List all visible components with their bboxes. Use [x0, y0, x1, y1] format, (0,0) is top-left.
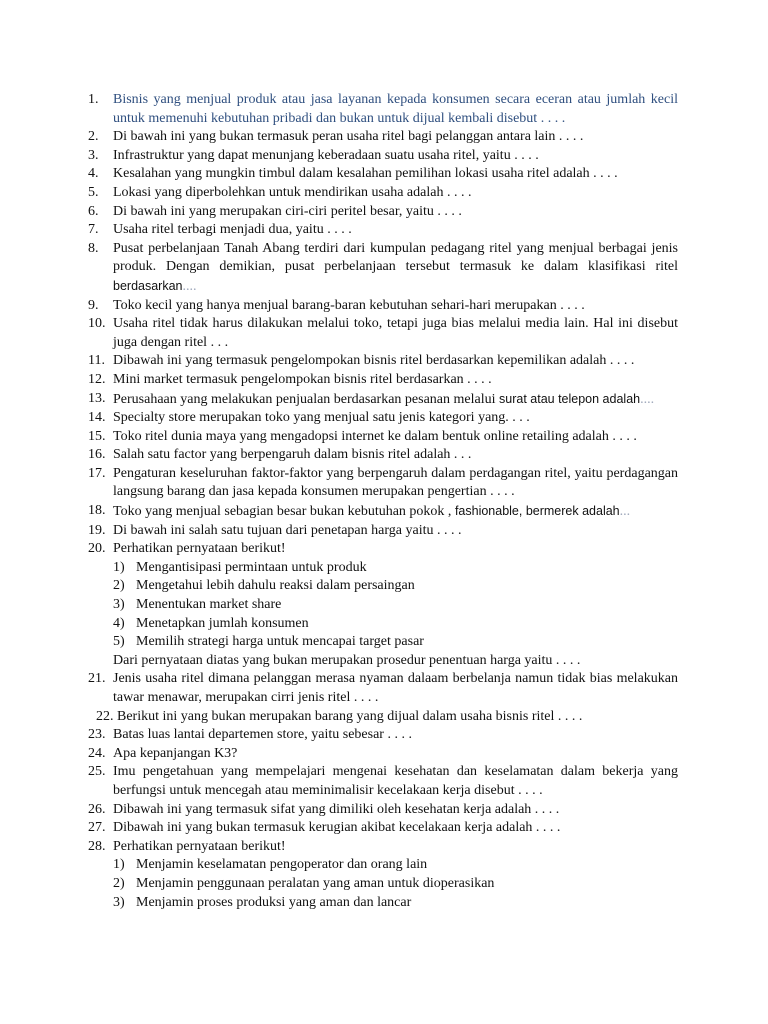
question-number: 13. [88, 390, 106, 406]
question-item [0, 203, 768, 222]
question-text: Pusat perbelanjaan Tanah Abang terdiri dari kumpulan pedagang ritel yang menjual berbagai jenis produk. Dengan demikian, pusat perbelanjaan tersebut termasuk ke dalam klasifikasi ritel [113, 240, 678, 275]
question-item [0, 128, 768, 147]
question-dots: ... [619, 504, 631, 520]
question-item [0, 838, 768, 857]
statement-item [0, 577, 768, 596]
question-number: 1. [88, 92, 99, 107]
question-text: Toko kecil yang hanya menjual barang-baran kebutuhan sehari-hari merupakan . . . . [113, 297, 585, 313]
question-text: Kesalahan yang mungkin timbul dalam kesalahan pemilihan lokasi usaha ritel adalah . . . . [113, 166, 618, 182]
question-text: Specialty store merupakan toko yang menjual satu jenis kategori yang. . . . [113, 410, 530, 426]
question-number: 21. [88, 671, 106, 687]
question-text: Di bawah ini yang bukan termasuk peran usaha ritel bagi pelanggan antara lain . . . . [113, 129, 584, 145]
statement-text: Menetapkan jumlah konsumen [136, 615, 309, 631]
statement-item [0, 559, 768, 578]
question-number: 23. [88, 727, 106, 743]
question-text: Infrastruktur yang dapat menunjang keberadaan suatu usaha ritel, yaitu . . . . [113, 147, 539, 163]
question-text-sans: surat atau telepon adalah [499, 391, 641, 406]
statement-text: Mengantisipasi permintaan untuk produk [136, 559, 367, 575]
statement-text: Menjamin keselamatan pengoperator dan orang lain [136, 857, 428, 873]
question-item [0, 315, 768, 352]
question-item [0, 446, 768, 465]
question-number: 9. [88, 297, 99, 313]
question-number: 15. [88, 428, 106, 444]
question-text: Di bawah ini yang merupakan ciri-ciri peritel besar, yaitu . . . . [113, 203, 462, 219]
question-item [0, 147, 768, 166]
statement-number: 3) [113, 597, 125, 613]
question-number: 28. [88, 838, 106, 854]
question-text: Pengaturan keseluruhan faktor-faktor yang berpengaruh dalam perdagangan ritel, yaitu perdagangan langsung barang dan jasa kepada konsumen merupakan pengertian . . . . [113, 465, 678, 500]
question-number: 6. [88, 203, 99, 219]
question-text: Imu pengetahuan yang mempelajari mengenai kesehatan dan keselamatan dalam bekerja yang berfungsi untuk mencegah atau meminimalisir kecelakaan kerja disebut . . . . [113, 764, 678, 798]
statement-number: 3) [113, 894, 125, 910]
question-number: 3. [88, 147, 99, 163]
question-item [0, 428, 768, 447]
question-number: 20. [88, 541, 106, 557]
question-item [0, 465, 768, 502]
question-text: Bisnis yang menjual produk atau jasa layanan kepada konsumen secara eceran atau jumlah kecil untuk memenuhi kebutuhan pribadi dan bukan untuk dijual kembali disebut . . . . [113, 92, 678, 126]
question-text: Mini market termasuk pengelompokan bisnis ritel berdasarkan . . . . [113, 371, 492, 387]
question-item [0, 390, 768, 410]
question-number: 7. [88, 222, 99, 238]
statement-text: Mengetahui lebih dahulu reaksi dalam persaingan [136, 578, 415, 594]
question-text: Dibawah ini yang bukan termasuk kerugian akibat kecelakaan kerja adalah . . . . [113, 820, 561, 836]
question-text: Dibawah ini yang termasuk sifat yang dimiliki oleh kesehatan kerja adalah . . . . [113, 801, 560, 817]
statement-number: 2) [113, 875, 125, 891]
question-text-sans: fashionable, bermerek adalah [454, 504, 620, 519]
statement-item [0, 856, 768, 875]
statement-number: 1) [113, 857, 125, 873]
question-text: Usaha ritel terbagi menjadi dua, yaitu . . . . [113, 222, 352, 238]
question-text: Salah satu factor yang berpengaruh dalam bisnis ritel adalah . . . [113, 447, 472, 463]
question-item [0, 745, 768, 764]
question-text: Jenis usaha ritel dimana pelanggan merasa nyaman dalaam berbelanja namun tidak bias melakukan tawar menawar, merupakan cirri jenis ritel . . . . [113, 671, 678, 705]
question-item [0, 352, 768, 371]
question-text: Berikut ini yang bukan merupakan barang yang dijual dalam usaha bisnis ritel . . . . [117, 708, 583, 724]
question-number: 10. [88, 316, 106, 332]
question-number: 8. [88, 240, 99, 256]
question-number: 22. [96, 708, 114, 724]
question-number: 5. [88, 184, 99, 200]
question-item [0, 763, 768, 800]
question-text: Toko yang menjual sebagian besar bukan kebutuhan pokok , [113, 504, 452, 520]
statement-text: Memilih strategi harga untuk mencapai target pasar [136, 634, 424, 650]
question-item [0, 502, 768, 522]
question-item [0, 726, 768, 745]
question-item [0, 540, 768, 559]
statement-text: Menjamin proses produksi yang aman dan lancar [136, 894, 412, 910]
question-followup: Dari pernyataan diatas yang bukan merupakan prosedur penentuan harga yaitu . . . . [113, 652, 581, 668]
question-text-sans: berdasarkan [113, 278, 183, 293]
question-text: Apa kepanjangan K3? [113, 745, 238, 761]
question-number: 26. [88, 801, 106, 817]
question-list [0, 91, 768, 912]
question-number: 16. [88, 447, 106, 463]
statement-item [0, 875, 768, 894]
question-item [0, 165, 768, 184]
question-item [0, 184, 768, 203]
question-text: Lokasi yang diperbolehkan untuk mendirikan usaha adalah . . . . [113, 184, 472, 200]
statement-number: 5) [113, 634, 125, 650]
statement-item [0, 596, 768, 615]
question-text: Perhatikan pernyataan berikut! [113, 838, 286, 854]
statement-number: 2) [113, 578, 125, 594]
question-item [0, 371, 768, 390]
question-number: 17. [88, 465, 106, 481]
question-item [0, 670, 768, 707]
statement-text: Menjamin penggunaan peralatan yang aman untuk dioperasikan [136, 875, 495, 891]
question-text: Di bawah ini salah satu tujuan dari penetapan harga yaitu . . . . [113, 522, 462, 538]
statement-number: 4) [113, 615, 125, 631]
question-text: Perhatikan pernyataan berikut! [113, 541, 286, 557]
question-item [0, 409, 768, 428]
question-text: Dibawah ini yang termasuk pengelompokan bisnis ritel berdasarkan kepemilikan adalah . . . . [113, 353, 635, 369]
question-text: Perusahaan yang melakukan penjualan berdasarkan pesanan melalui [113, 391, 496, 407]
statement-item [0, 633, 768, 652]
question-number: 27. [88, 820, 106, 836]
question-text: Toko ritel dunia maya yang mengadopsi internet ke dalam bentuk online retailing adalah . . . . [113, 428, 637, 444]
question-item [0, 819, 768, 838]
question-text: Usaha ritel tidak harus dilakukan melalui toko, tetapi juga bias melalui media lain. Hal ini disebut juga dengan ritel . . . [113, 316, 678, 350]
question-number: 24. [88, 745, 106, 761]
statement-item [0, 894, 768, 913]
question-item [0, 708, 768, 727]
question-number: 25. [88, 764, 106, 780]
statement-text: Menentukan market share [136, 597, 282, 613]
question-item [0, 240, 768, 297]
question-number: 12. [88, 371, 106, 387]
question-number: 2. [88, 129, 99, 145]
question-item [0, 221, 768, 240]
question-item [0, 91, 768, 128]
question-number: 14. [88, 410, 106, 426]
question-number: 11. [88, 353, 105, 369]
question-number: 4. [88, 166, 99, 182]
question-item [0, 522, 768, 541]
question-item [0, 297, 768, 316]
question-item [0, 801, 768, 820]
question-text: Batas luas lantai departemen store, yaitu sebesar . . . . [113, 727, 412, 743]
question-number: 19. [88, 522, 106, 538]
question-dots: .... [640, 391, 655, 407]
question-number: 18. [88, 503, 106, 519]
statement-item [0, 615, 768, 634]
question-dots: .... [182, 278, 197, 294]
statement-number: 1) [113, 559, 125, 575]
